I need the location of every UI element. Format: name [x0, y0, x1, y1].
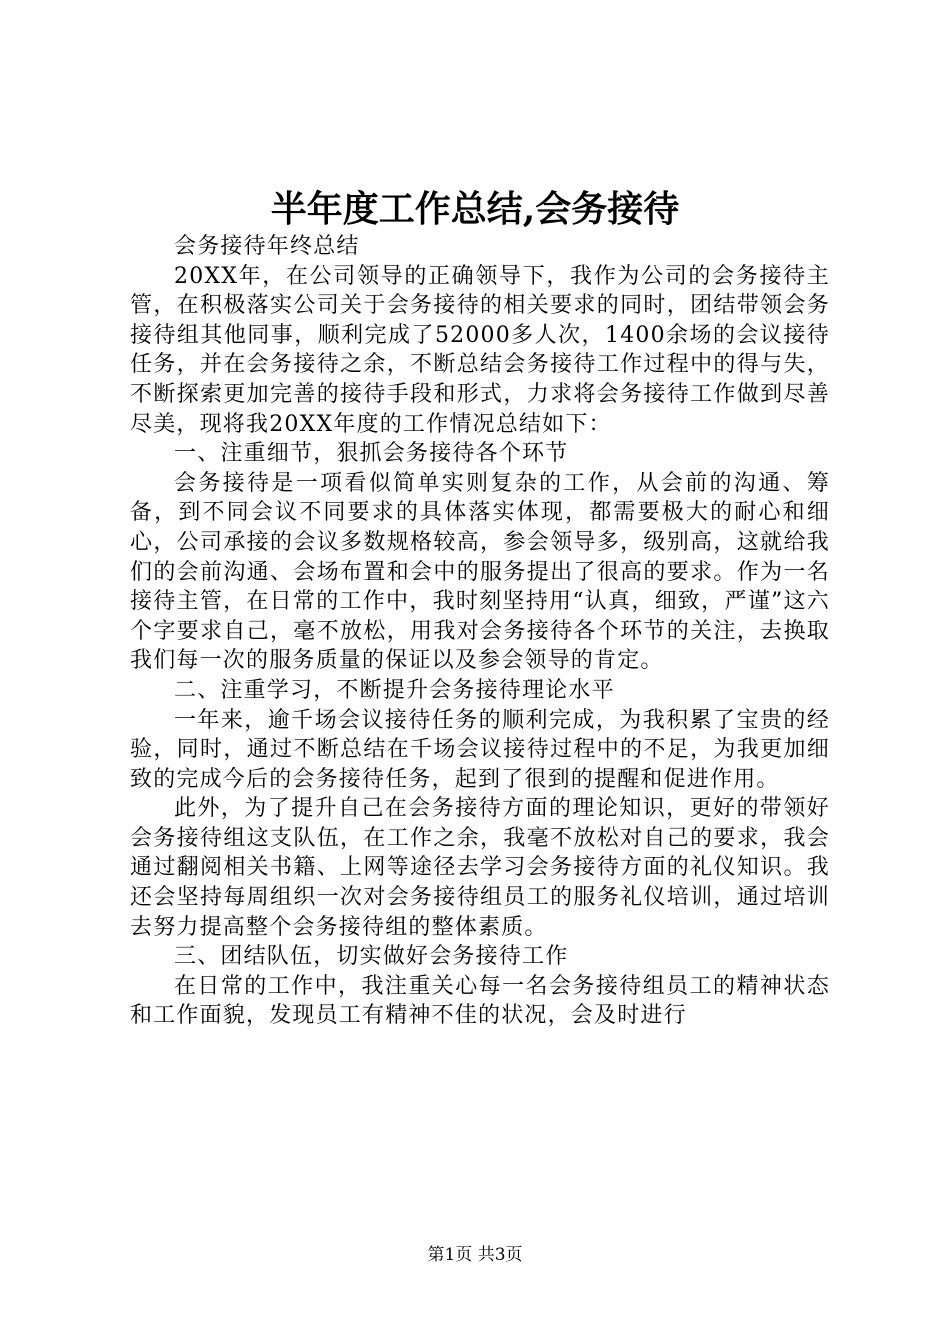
paragraph: 会务接待年终总结	[174, 234, 360, 259]
section-heading: 一、注重细节，狠抓会务接待各个环节	[174, 441, 569, 467]
section-heading: 二、注重学习，不断提升会务接待理论水平	[174, 677, 615, 703]
section-heading: 三、团结队伍，切实做好会务接待工作	[174, 944, 569, 970]
paragraph: 会务接待是一项看似简单实则复杂的工作，从会前的沟通、筹备，到不同会议不同要求的具体落实体现，都需要极大的耐心和细心，公司承接的会议多数规格较高，参会领导多，级别高，这就给我们的会前沟通、会场布置和会中的服务提出了很高的要求。作为一名接待主管，在日常的工作中，我时刻坚持用“认真，细致，严谨”这六个字要求自己，毫不放松，用我对会务接待各个环节的关注，去换取我们每一次的服务质量的保证以及参会领导的肯定。	[130, 470, 830, 674]
paragraph: 此外，为了提升自己在会务接待方面的理论知识，更好的带领好会务接待组这支队伍，在工作之余，我毫不放松对自己的要求，我会通过翻阅相关书籍、上网等途径去学习会务接待方面的礼仪知识。我还会坚持每周组织一次对会务接待组员工的服务礼仪培训，通过培训去努力提高整个会务接待组的整体素质。	[130, 796, 830, 940]
paragraph: 在日常的工作中，我注重关心每一名会务接待组员工的精神状态和工作面貌，发现员工有精神不佳的状况，会及时进行	[130, 973, 830, 1029]
document-body	[130, 232, 830, 1031]
paragraph: 20XX年，在公司领导的正确领导下，我作为公司的会务接待主管，在积极落实公司关于会务接待的相关要求的同时，团结带领会务接待组其他同事，顺利完成了52000多人次，1400余场的会议接待任务，并在会务接待之余，不断总结会务接待工作过程中的得与失，不断探索更加完善的接待手段和形式，力求将会务接待工作做到尽善尽美，现将我20XX年度的工作情况总结如下：	[130, 263, 830, 437]
document-title: 半年度工作总结,会务接待	[270, 188, 680, 230]
paragraph: 一年来，逾千场会议接待任务的顺利完成，为我积累了宝贵的经验，同时，通过不断总结在千场会议接待过程中的不足，为我更加细致的完成今后的会务接待任务，起到了很到的提醒和促进作用。	[130, 707, 830, 792]
page-number-footer: 第1页 共3页	[427, 1245, 523, 1265]
